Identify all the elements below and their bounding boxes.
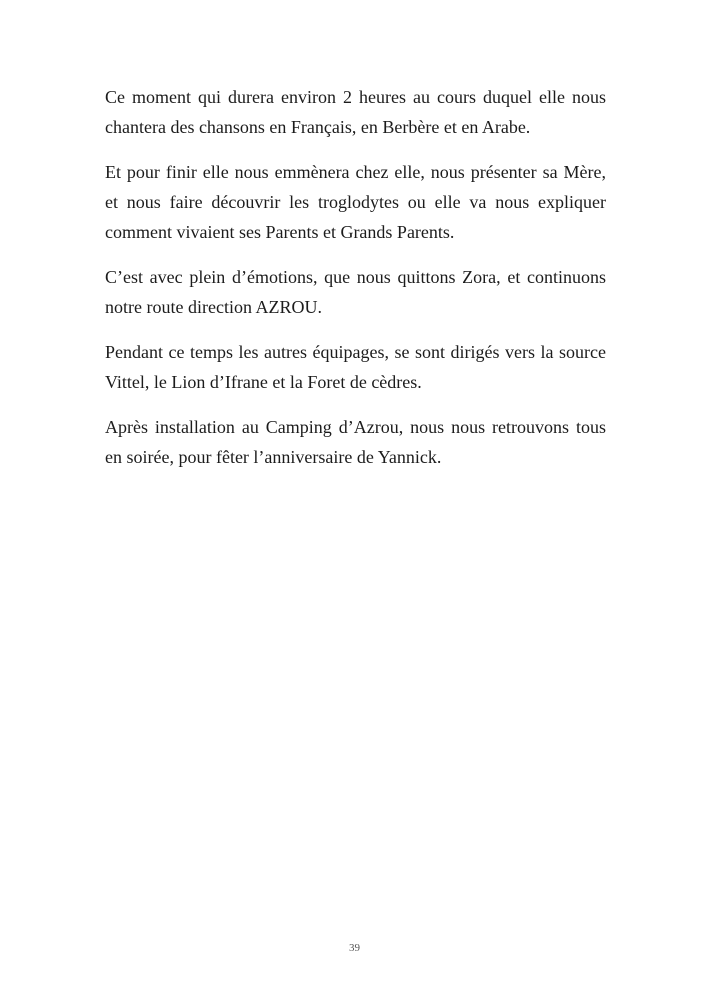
paragraph: Ce moment qui durera environ 2 heures au cours duquel elle nous chantera des chansons en Français, en Berbère et en Arabe.	[105, 87, 606, 137]
paragraph: Et pour finir elle nous emmènera chez elle, nous présenter sa Mère, et nous faire découvrir les troglodytes ou elle va nous expliquer comment vivaient ses Parents et Grands Parents.	[105, 162, 606, 242]
paragraph: Pendant ce temps les autres équipages, se sont dirigés vers la source Vittel, le Lion d’Ifrane et la Foret de cèdres.	[105, 342, 606, 392]
page-number: 39	[349, 942, 360, 954]
text-block	[105, 82, 606, 487]
paragraph: C’est avec plein d’émotions, que nous quittons Zora, et continuons notre route direction AZROU.	[105, 267, 606, 317]
paragraph: Après installation au Camping d’Azrou, nous nous retrouvons tous en soirée, pour fêter l’anniversaire de Yannick.	[105, 417, 606, 467]
